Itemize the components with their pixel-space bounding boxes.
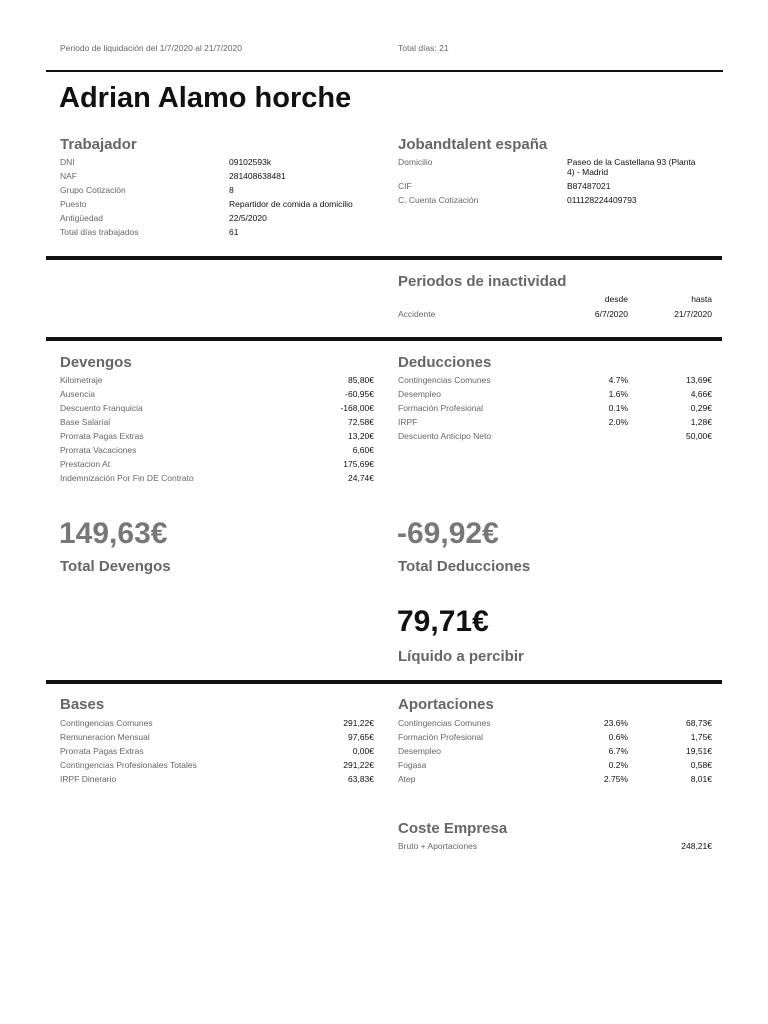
bases-section-title: Bases bbox=[60, 696, 105, 713]
bases-value: 97,65€ bbox=[348, 732, 374, 742]
devengos-value: 72,58€ bbox=[348, 417, 374, 427]
worker-row-value: 281408638481 bbox=[229, 171, 286, 181]
aportaciones-value: 0,58€ bbox=[690, 760, 712, 770]
aportaciones-label: Desempleo bbox=[398, 746, 441, 756]
worker-row-value: 8 bbox=[229, 185, 234, 195]
total-days: Total días: 21 bbox=[398, 43, 449, 53]
deducciones-value: 4,66€ bbox=[690, 389, 712, 399]
devengos-label: Prestacion At bbox=[60, 459, 111, 469]
coste-empresa-row bbox=[398, 841, 712, 855]
deducciones-pct: 4.7% bbox=[608, 375, 628, 385]
worker-row-label: Grupo Cotización bbox=[60, 185, 126, 195]
aportaciones-label: Formación Profesional bbox=[398, 732, 484, 742]
aportaciones-value: 68,73€ bbox=[686, 718, 712, 728]
bases-label: Remuneracion Mensual bbox=[60, 732, 150, 742]
section-divider bbox=[46, 680, 722, 684]
inactivity-section-title: Periodos de inactividad bbox=[398, 273, 567, 290]
devengos-row bbox=[60, 403, 374, 417]
bases-value: 291,22€ bbox=[343, 718, 374, 728]
worker-row bbox=[60, 171, 380, 185]
devengos-row bbox=[60, 417, 374, 431]
deducciones-section-title: Deducciones bbox=[398, 354, 492, 371]
deducciones-value: 50,00€ bbox=[686, 431, 712, 441]
devengos-value: 175,69€ bbox=[343, 459, 374, 469]
worker-section-title: Trabajador bbox=[60, 136, 137, 153]
aportaciones-label: Atep bbox=[398, 774, 416, 784]
worker-row-value: Repartidor de comida a domicilio bbox=[229, 199, 353, 209]
devengos-section-title: Devengos bbox=[60, 354, 132, 371]
deducciones-label: Contingencias Comunes bbox=[398, 375, 491, 385]
aportaciones-value: 1,75€ bbox=[690, 732, 712, 742]
deducciones-pct: 1.6% bbox=[608, 389, 628, 399]
deducciones-label: Descuento Anticipo Neto bbox=[398, 431, 492, 441]
devengos-row bbox=[60, 459, 374, 473]
company-address-line1: Paseo de la Castellana 93 (Planta bbox=[567, 157, 696, 167]
devengos-row bbox=[60, 431, 374, 445]
inactivity-row-to: 21/7/2020 bbox=[674, 309, 712, 319]
worker-row-value: 61 bbox=[229, 227, 239, 237]
aportaciones-row bbox=[398, 746, 712, 760]
bases-row bbox=[60, 760, 374, 774]
aportaciones-pct: 0.2% bbox=[608, 760, 628, 770]
inactivity-row-from: 6/7/2020 bbox=[594, 309, 628, 319]
total-deducciones-label: Total Deducciones bbox=[398, 558, 531, 575]
worker-row bbox=[60, 227, 380, 241]
aportaciones-value: 8,01€ bbox=[690, 774, 712, 784]
company-section-title: Jobandtalent españa bbox=[398, 136, 548, 153]
total-deducciones-value: -69,92€ bbox=[397, 517, 499, 550]
worker-row-label: Puesto bbox=[60, 199, 87, 209]
employee-name: Adrian Alamo horche bbox=[59, 82, 352, 114]
bases-row bbox=[60, 774, 374, 788]
aportaciones-row bbox=[398, 760, 712, 774]
company-ccc-label: C. Cuenta Cotización bbox=[398, 195, 479, 205]
bases-row bbox=[60, 732, 374, 746]
coste-empresa-value: 248,21€ bbox=[681, 841, 712, 851]
aportaciones-label: Contingencias Comunes bbox=[398, 718, 491, 728]
worker-row-value: 22/5/2020 bbox=[229, 213, 267, 223]
devengos-value: -60,95€ bbox=[345, 389, 374, 399]
deducciones-pct: 2.0% bbox=[608, 417, 628, 427]
deducciones-row bbox=[398, 431, 712, 445]
devengos-row bbox=[60, 445, 374, 459]
inactivity-col-to: hasta bbox=[691, 294, 712, 304]
deducciones-pct: 0.1% bbox=[608, 403, 628, 413]
worker-row-value: 09102593k bbox=[229, 157, 272, 167]
coste-empresa-section-title: Coste Empresa bbox=[398, 820, 508, 837]
worker-row-label: Total días trabajados bbox=[60, 227, 139, 237]
net-pay-label: Líquido a percibir bbox=[398, 648, 524, 665]
deducciones-value: 1,28€ bbox=[690, 417, 712, 427]
deducciones-label: Formación Profesional bbox=[398, 403, 484, 413]
devengos-row bbox=[60, 473, 374, 487]
devengos-value: 6,60€ bbox=[352, 445, 374, 455]
aportaciones-label: Fogasa bbox=[398, 760, 427, 770]
total-devengos-label: Total Devengos bbox=[60, 558, 171, 575]
section-divider bbox=[46, 337, 722, 341]
aportaciones-value: 19,51€ bbox=[686, 746, 712, 756]
devengos-value: 85,80€ bbox=[348, 375, 374, 385]
company-cif-label: CIF bbox=[398, 181, 412, 191]
coste-empresa-label: Bruto + Aportaciones bbox=[398, 841, 478, 851]
worker-row-label: DNI bbox=[60, 157, 75, 167]
worker-row-label: Antigüedad bbox=[60, 213, 104, 223]
devengos-label: Indemnización Por Fin DE Contrato bbox=[60, 473, 194, 483]
deducciones-row bbox=[398, 389, 712, 403]
worker-row-label: NAF bbox=[60, 171, 77, 181]
inactivity-row-label: Accidente bbox=[398, 309, 436, 319]
inactivity-col-from: desde bbox=[604, 294, 628, 304]
aportaciones-row bbox=[398, 718, 712, 732]
devengos-label: Descuento Franquicia bbox=[60, 403, 143, 413]
worker-row bbox=[60, 213, 380, 227]
bases-label: Prorrata Pagas Extras bbox=[60, 746, 144, 756]
devengos-label: Kilometraje bbox=[60, 375, 103, 385]
aportaciones-row bbox=[398, 732, 712, 746]
bases-row bbox=[60, 746, 374, 760]
worker-row bbox=[60, 199, 380, 213]
deducciones-row bbox=[398, 417, 712, 431]
worker-row bbox=[60, 157, 380, 171]
aportaciones-pct: 2.75% bbox=[603, 774, 628, 784]
aportaciones-pct: 0.6% bbox=[608, 732, 628, 742]
bases-value: 291,22€ bbox=[343, 760, 374, 770]
header-divider bbox=[46, 70, 723, 72]
company-cif-value: B87487021 bbox=[567, 181, 611, 191]
devengos-value: 13,20€ bbox=[348, 431, 374, 441]
company-ccc-value: 011128224409793 bbox=[567, 195, 637, 205]
company-address-label: Domicilio bbox=[398, 157, 433, 167]
devengos-value: 24,74€ bbox=[348, 473, 374, 483]
liquidation-period: Periodo de liquidación del 1/7/2020 al 21/7/2020 bbox=[60, 43, 242, 53]
bases-row bbox=[60, 718, 374, 732]
aportaciones-pct: 6.7% bbox=[608, 746, 628, 756]
aportaciones-section-title: Aportaciones bbox=[398, 696, 494, 713]
total-devengos-value: 149,63€ bbox=[59, 517, 168, 550]
deducciones-row bbox=[398, 375, 712, 389]
devengos-label: Prorrata Vacaciones bbox=[60, 445, 137, 455]
devengos-label: Prorrata Pagas Extras bbox=[60, 431, 144, 441]
company-address-line2: 4) - Madrid bbox=[567, 167, 609, 177]
devengos-row bbox=[60, 375, 374, 389]
devengos-label: Ausencia bbox=[60, 389, 95, 399]
deducciones-row bbox=[398, 403, 712, 417]
section-divider bbox=[46, 256, 722, 260]
worker-row bbox=[60, 185, 380, 199]
deducciones-value: 13,69€ bbox=[686, 375, 712, 385]
bases-label: Contingencias Profesionales Totales bbox=[60, 760, 197, 770]
deducciones-label: Desempleo bbox=[398, 389, 441, 399]
bases-value: 0,00€ bbox=[352, 746, 374, 756]
devengos-row bbox=[60, 389, 374, 403]
deducciones-label: IRPF bbox=[398, 417, 418, 427]
aportaciones-row bbox=[398, 774, 712, 788]
devengos-value: -168,00€ bbox=[340, 403, 374, 413]
aportaciones-pct: 23.6% bbox=[603, 718, 628, 728]
bases-label: Contingencias Comunes bbox=[60, 718, 153, 728]
bases-value: 63,83€ bbox=[348, 774, 374, 784]
bases-label: IRPF Dinerario bbox=[60, 774, 117, 784]
net-pay-value: 79,71€ bbox=[397, 605, 489, 638]
devengos-label: Base Salarial bbox=[60, 417, 111, 427]
deducciones-value: 0,29€ bbox=[690, 403, 712, 413]
